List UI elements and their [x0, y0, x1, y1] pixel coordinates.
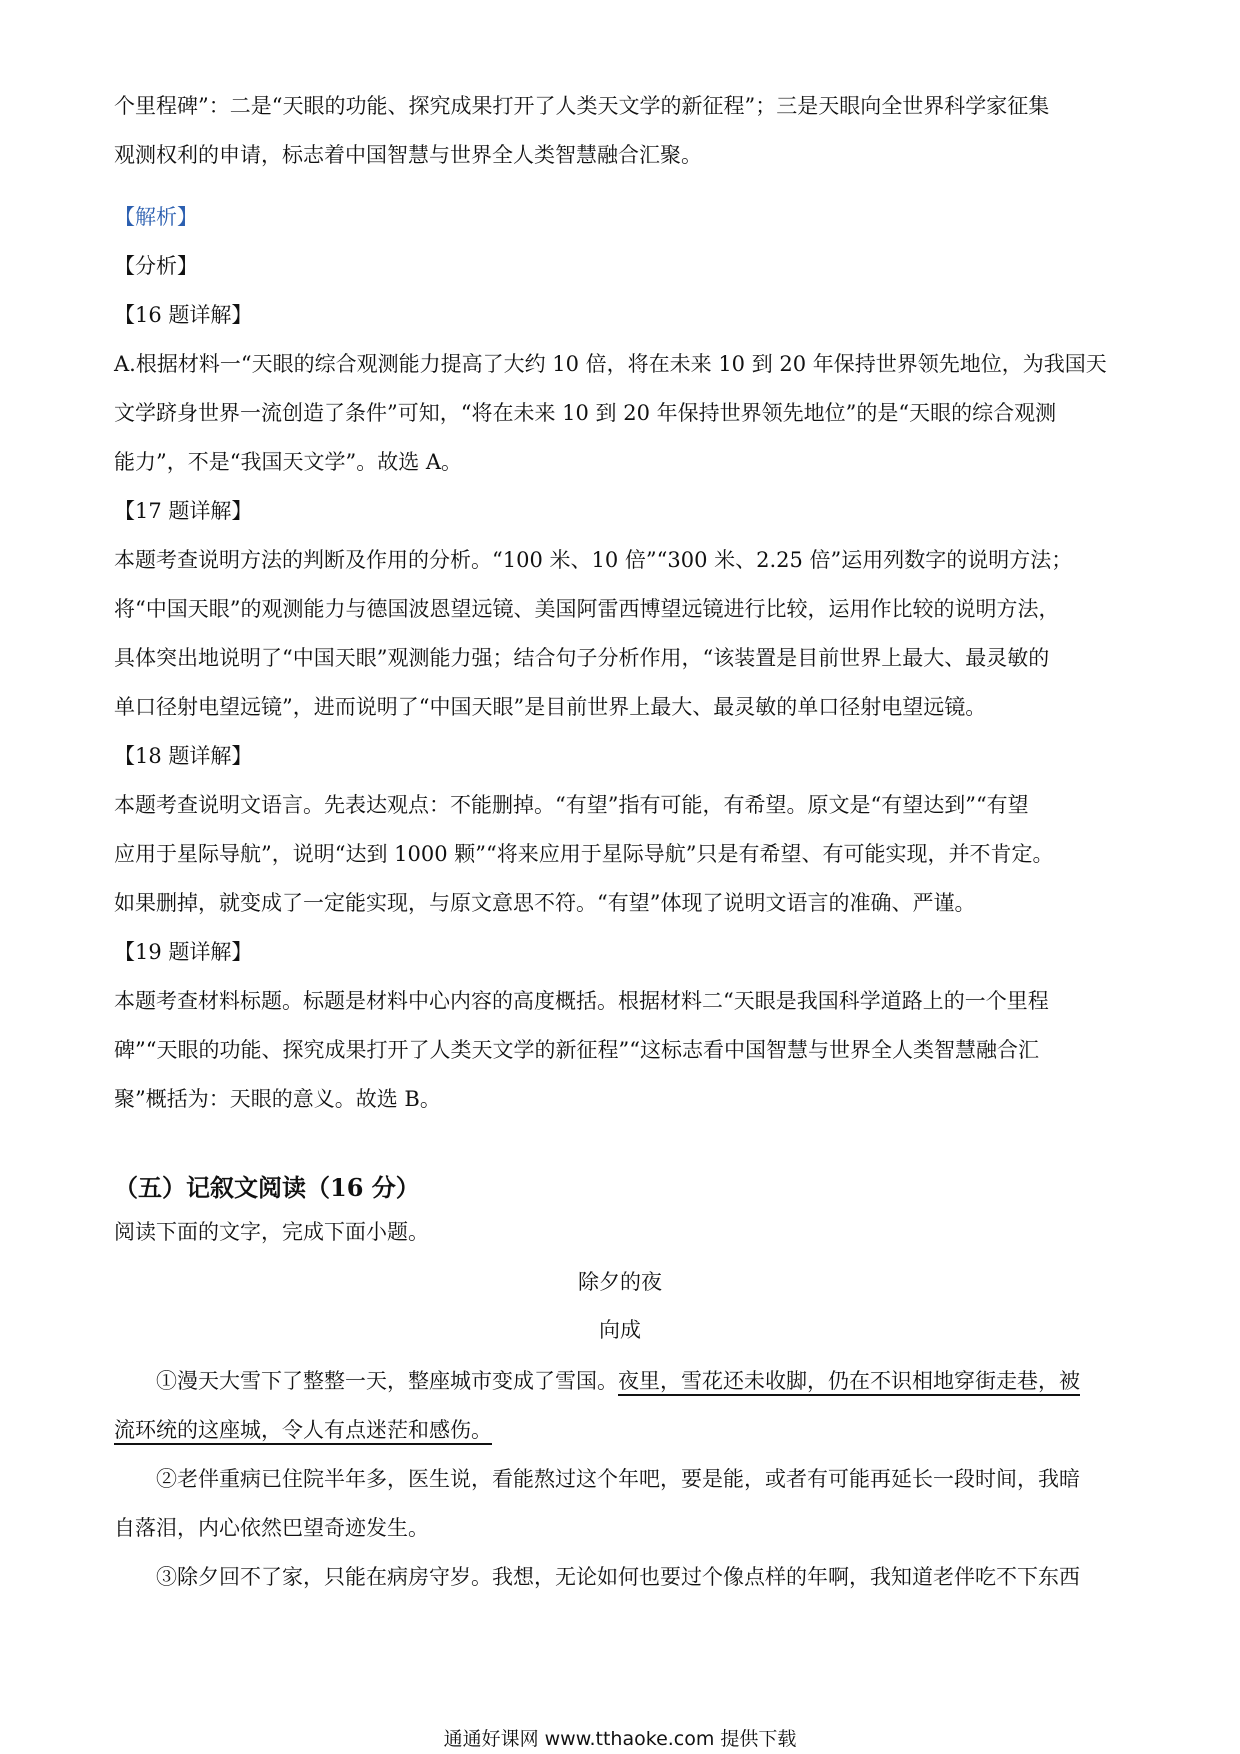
text-line: [114, 1406, 1130, 1455]
text-line: 聚”概括为：天眼的意义。故选 B。: [114, 1087, 441, 1111]
text-line: ②老伴重病已住院半年多，医生说，看能熬过这个年吧，要是能，或者有可能再延长一段时间，我暗: [156, 1467, 1080, 1491]
story-paragraph-3: [114, 1553, 1130, 1602]
text-line: 本题考查说明方法的判断及作用的分析。“100 米、10 倍”“300 米、2.25 倍”运用列数字的说明方法；: [114, 548, 1073, 572]
text-line: 个里程碑”：二是“天眼的功能、探究成果打开了人类天文学的新征程”；三是天眼向全世界科学家征集: [114, 94, 1050, 118]
text-line: 具体突出地说明了“中国天眼”观测能力强；结合句子分析作用，“该装置是目前世界上最大、最灵敏的: [114, 646, 1050, 670]
text-line: ③除夕回不了家，只能在病房守岁。我想，无论如何也要过个像点样的年啊，我知道老伴吃不下东西: [156, 1565, 1080, 1589]
text-line: 文学跻身世界一流创造了条件”可知，“将在未来 10 到 20 年保持世界领先地位”的是“天眼的综合观测: [114, 401, 1057, 425]
text-line: 将“中国天眼”的观测能力与德国波恩望远镜、美国阿雷西博望远镜进行比较，运用作比较的说明方法，: [114, 597, 1060, 621]
text-line: 自落泪，内心依然巴望奇迹发生。: [114, 1516, 429, 1540]
para1-underlined: 夜里，雪花还未收脚，仍在不识相地穿街走巷，被: [618, 1369, 1080, 1393]
text-line: [114, 1357, 1130, 1406]
q17-title: 【17 题详解】: [114, 499, 253, 523]
q19-title: 【19 题详解】: [114, 940, 253, 964]
para1-underlined: 流环统的这座城，令人有点迷茫和感伤。: [114, 1418, 492, 1442]
q17-paragraph: [114, 536, 1130, 732]
text-line: 本题考查材料标题。标题是材料中心内容的高度概括。根据材料二“天眼是我国科学道路上的一个里程: [114, 989, 1049, 1013]
text-line: 碑”“天眼的功能、探究成果打开了人类天文学的新征程”“这标志看中国智慧与世界全人类智慧融合汇: [114, 1038, 1039, 1062]
fenxi-label: 【分析】: [114, 254, 198, 278]
story-paragraph-2: [114, 1455, 1130, 1553]
intro-paragraph: [114, 82, 1130, 180]
jiexi-label: 【解析】: [114, 205, 198, 229]
story-author: 向成: [599, 1318, 641, 1342]
q16-title: 【16 题详解】: [114, 303, 253, 327]
q16-paragraph: [114, 340, 1130, 487]
text-line: 单口径射电望远镜”，进而说明了“中国天眼”是目前世界上最大、最灵敏的单口径射电望远镜。: [114, 695, 987, 719]
story-title: 除夕的夜: [578, 1270, 662, 1294]
q18-paragraph: [114, 781, 1130, 928]
story-paragraph-1: [114, 1357, 1130, 1455]
text-line: 应用于星际导航”，说明“达到 1000 颗”“将来应用于星际导航”只是有希望、有可能实现，并不肯定。: [114, 842, 1054, 866]
text-line: 如果删掉，就变成了一定能实现，与原文意思不符。“有望”体现了说明文语言的准确、严谨。: [114, 891, 976, 915]
text-line: A.根据材料一“天眼的综合观测能力提高了大约 10 倍，将在未来 10 到 20 年保持世界领先地位，为我国天: [114, 352, 1107, 376]
para1-plain: ①漫天大雪下了整整一天，整座城市变成了雪国。: [156, 1369, 618, 1393]
text-line: 本题考查说明文语言。先表达观点：不能删掉。“有望”指有可能，有希望。原文是“有望达到”“有望: [114, 793, 1029, 817]
section-instruction: 阅读下面的文字，完成下面小题。: [114, 1220, 429, 1244]
section-heading: （五）记叙文阅读（16 分）: [114, 1173, 420, 1202]
footer-watermark: 通通好课网 www.tthaoke.com 提供下载: [443, 1728, 797, 1750]
text-line: 能力”，不是“我国天文学”。故选 A。: [114, 450, 463, 474]
q18-title: 【18 题详解】: [114, 744, 253, 768]
q19-paragraph: [114, 977, 1130, 1124]
text-line: 观测权利的申请，标志着中国智慧与世界全人类智慧融合汇聚。: [114, 143, 702, 167]
